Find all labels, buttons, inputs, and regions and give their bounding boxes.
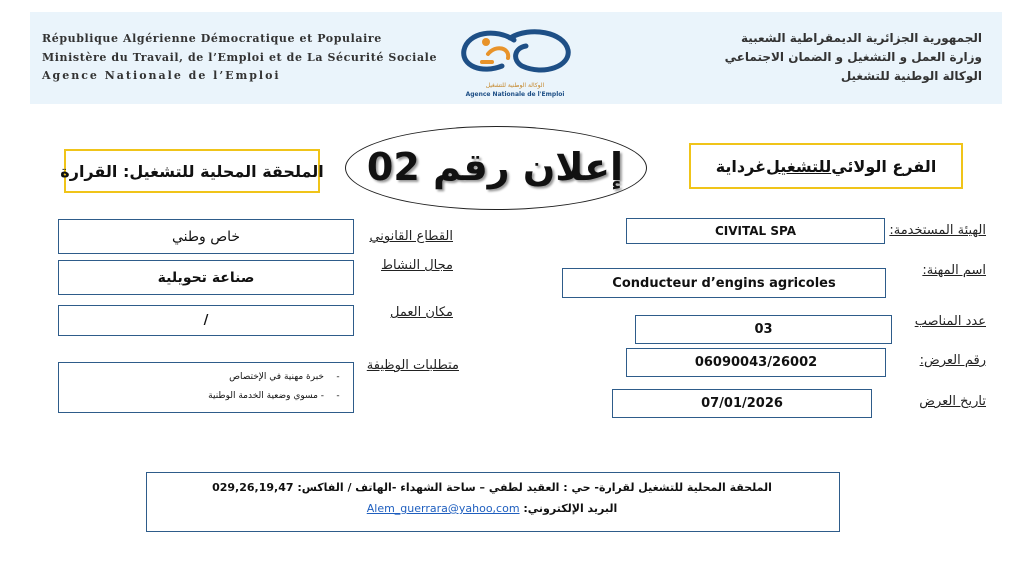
label-workplace: مكان العمل [390, 305, 453, 320]
positions-value: 03 [635, 315, 892, 344]
branch-local-office: الملحقة المحلية للتشغيل: القرارة [64, 149, 320, 193]
footer-email-link[interactable]: Alem_guerrara@yahoo,com [366, 502, 520, 515]
requirement-text: خبرة مهنية في الإختصاص [229, 372, 324, 382]
footer-email-label: البريد الإلكتروني: [519, 502, 618, 515]
requirements-box [58, 362, 354, 413]
header-ar-agency: الوكالة الوطنية للتشغيل [840, 69, 982, 83]
label-requirements: متطلبات الوظيفة [366, 358, 459, 373]
activity-field-value: صناعة تحويلية [58, 260, 354, 295]
workplace-value: / [58, 305, 354, 336]
header-fr-republic: République Algérienne Démocratique et Populaire [42, 32, 382, 45]
header-fr-ministry: Ministère du Travail, de l’Emploi et de La Sécurité Sociale [42, 51, 438, 64]
label-profession: اسم المهنة: [922, 263, 986, 278]
label-positions: عدد المناصب [914, 314, 986, 329]
label-employer: الهيئة المستخدمة: [889, 223, 986, 238]
offer-date-value: 07/01/2026 [612, 389, 872, 418]
branch-regional-part3: غرداية [715, 156, 766, 176]
employer-value: CIVITAL SPA [626, 218, 885, 244]
requirement-item: -خبرة مهنية في الإختصاص [229, 372, 340, 382]
label-activity-field: مجال النشاط [381, 258, 453, 273]
header-ar-ministry: وزارة العمل و التشغيل و الضمان الاجتماعي [724, 50, 982, 64]
logo-caption-fr: Agence Nationale de l'Emploi [465, 91, 565, 98]
footer-email-line [146, 502, 838, 515]
profession-value: Conducteur d’engins agricoles [562, 268, 886, 298]
legal-sector-value: خاص وطني [58, 219, 354, 254]
label-offer-date: تاريخ العرض [919, 394, 986, 409]
branch-regional-part2: للتشغيل [766, 156, 832, 176]
requirement-text: - مسوي وضعية الخدمة الوطنية [208, 391, 324, 401]
requirement-item: -- مسوي وضعية الخدمة الوطنية [208, 391, 340, 401]
branch-regional-office [689, 143, 963, 189]
footer-address: الملحقة المحلية للتشغيل لقرارة- حي : العقيد لطفي – ساحة الشهداء -الهاتف / الفاكس: 029,26,19,47 [212, 481, 772, 494]
announcement-title: إعلان رقم 02 [366, 145, 624, 189]
offer-number-value: 06090043/26002 [626, 348, 886, 377]
label-legal-sector: القطاع القانوني [369, 229, 453, 244]
anem-logo-icon [452, 24, 578, 82]
header-ar-republic: الجمهورية الجزائرية الديمقراطية الشعبية [740, 31, 982, 45]
logo-caption-ar: الوكالة الوطنية للتشغيل [485, 82, 545, 89]
label-offer-number: رقم العرض: [919, 353, 986, 368]
branch-regional-part1: الفرع الولائي [831, 156, 937, 176]
header-fr-agency: Agence Nationale de l’Emploi [42, 69, 281, 82]
